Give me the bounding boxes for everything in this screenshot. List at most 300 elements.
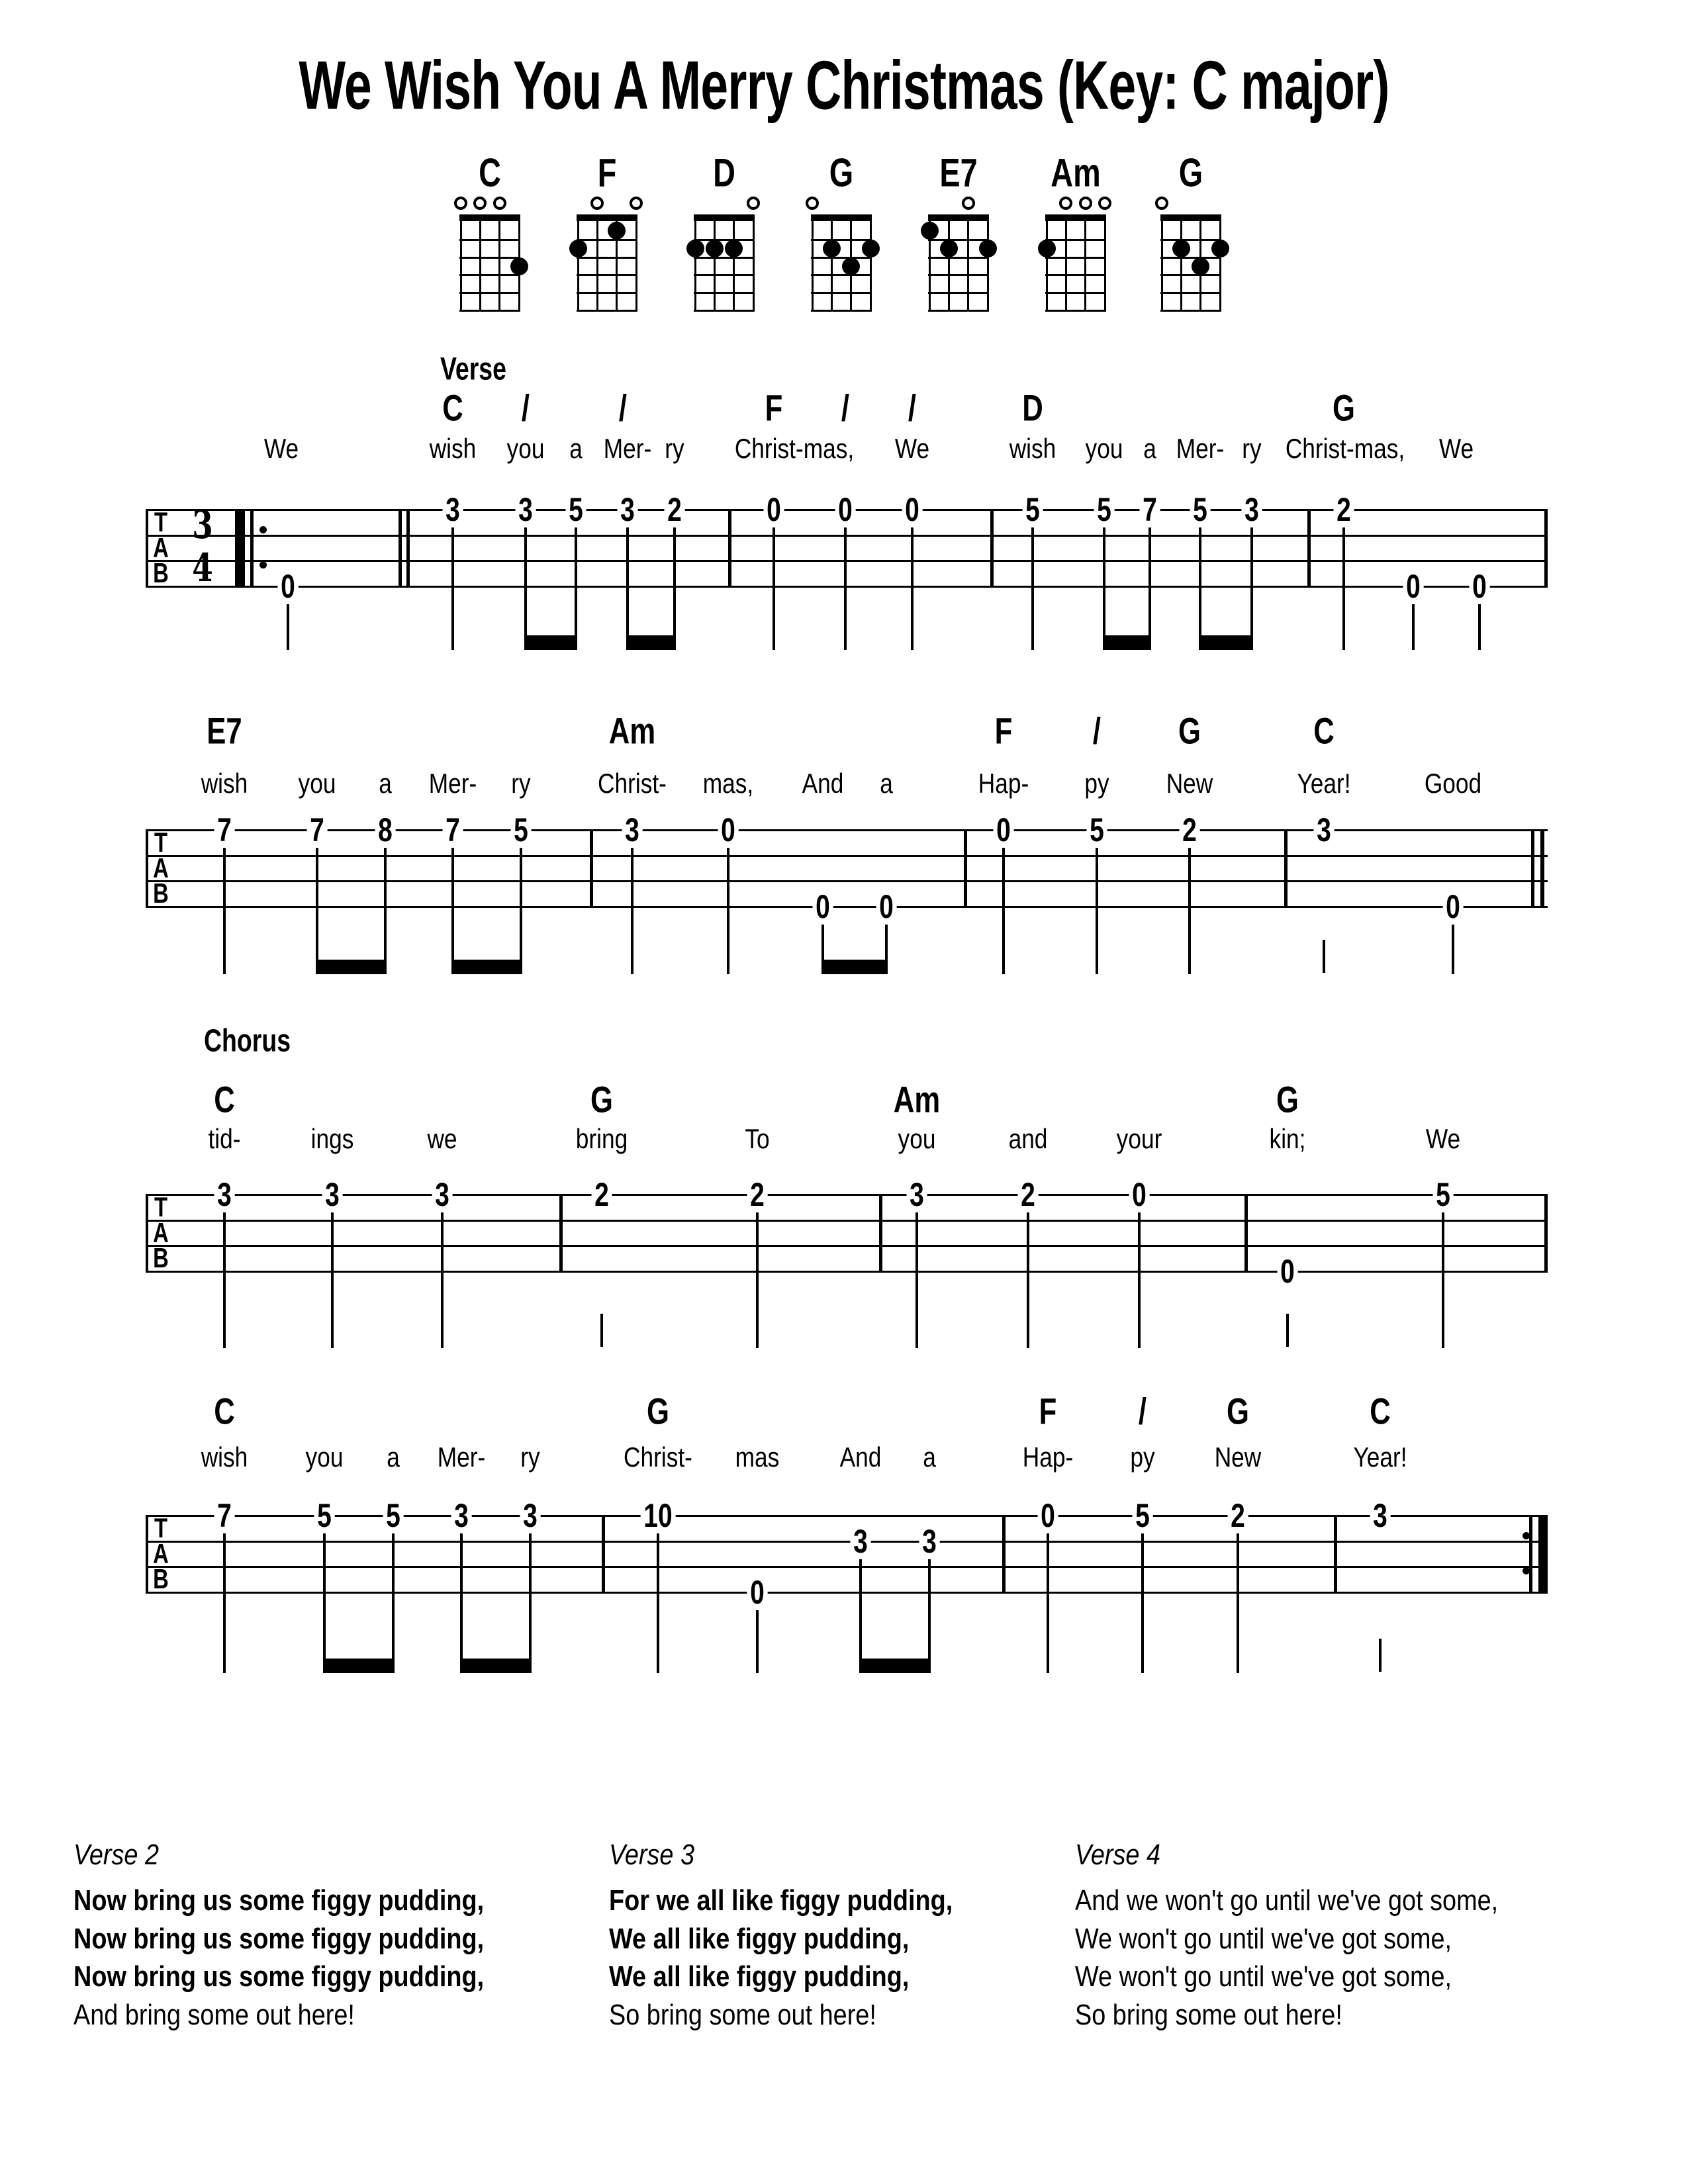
- note-stem: [1141, 1529, 1144, 1673]
- tab-fret-number: 3: [1370, 1498, 1390, 1533]
- finger-dot: [608, 222, 626, 240]
- barline: [990, 509, 994, 588]
- note-stem: [529, 1529, 532, 1673]
- string-line: [812, 221, 814, 312]
- fret-line: [928, 274, 989, 276]
- note-stem: [331, 1208, 334, 1348]
- finger-dot: [862, 240, 880, 257]
- staff-line: [146, 1194, 1548, 1196]
- string-line: [1046, 221, 1048, 312]
- chord-symbol: G: [1227, 1390, 1249, 1432]
- fret-line: [459, 257, 520, 259]
- fret-line: [1160, 292, 1221, 294]
- finger-dot: [510, 257, 528, 275]
- chord-symbol: C: [442, 387, 463, 429]
- string-line: [1180, 221, 1182, 312]
- string-line: [967, 221, 969, 312]
- finger-dot: [706, 240, 724, 257]
- finger-dot: [1211, 240, 1229, 257]
- lyric-syllable: Christ-mas,: [1285, 433, 1405, 464]
- note-stem: [727, 844, 729, 974]
- verse-lyric-line: And bring some out here!: [73, 1998, 355, 2031]
- note-stem: [384, 844, 387, 974]
- tab-fret-number: 7: [306, 812, 327, 848]
- string-line: [1084, 221, 1086, 312]
- open-string-marker: [962, 197, 975, 210]
- lyric-syllable: tid-: [208, 1123, 241, 1154]
- lyric-syllable: We: [1438, 433, 1474, 464]
- staff-line: [146, 880, 1548, 882]
- lyric-syllable: your: [1116, 1123, 1162, 1154]
- staff-line: [146, 1592, 1548, 1594]
- begin-repeat-thin-bar: [250, 509, 254, 588]
- tab-clef-letter: T: [154, 1191, 168, 1223]
- tab-fret-number: 5: [1432, 1177, 1453, 1212]
- lyric-syllable: we: [427, 1123, 457, 1154]
- lyric-syllable: Hap-: [1022, 1441, 1074, 1473]
- lyric-syllable: Christ-mas,: [734, 433, 855, 464]
- string-line: [1065, 221, 1067, 312]
- fret-line: [459, 292, 520, 294]
- fret-line: [459, 310, 520, 312]
- chord-symbol: G: [590, 1078, 613, 1120]
- note-stem: [1031, 523, 1034, 650]
- lyric-syllable: ings: [310, 1123, 354, 1154]
- note-stem: [451, 523, 454, 650]
- fret-line: [1160, 274, 1221, 276]
- fret-line: [1045, 310, 1106, 312]
- staff-line: [146, 829, 1548, 831]
- finger-dot: [1192, 257, 1209, 275]
- chord-diagram-nut: [577, 214, 637, 221]
- chord-diagram-name: F: [597, 150, 617, 195]
- tab-fret-number: 5: [1094, 492, 1114, 527]
- string-line: [831, 221, 833, 312]
- verse-lyric-line: We all like figgy pudding,: [609, 1922, 910, 1955]
- note-stem-half: [1286, 1314, 1289, 1347]
- lyric-syllable: Good: [1424, 768, 1482, 799]
- chord-symbol: C: [1313, 709, 1335, 752]
- tab-fret-number: 5: [565, 492, 586, 527]
- fret-line: [1160, 257, 1221, 259]
- string-line: [1161, 221, 1163, 312]
- tab-fret-number: 3: [1313, 812, 1334, 848]
- chord-diagram-nut: [1045, 214, 1106, 221]
- chord-symbol: C: [214, 1390, 235, 1432]
- tab-fret-number: 0: [902, 492, 922, 527]
- fret-line: [928, 292, 989, 294]
- note-stem: [441, 1208, 444, 1348]
- lyric-syllable: Mer-: [1176, 433, 1225, 464]
- tab-fret-number: 7: [442, 812, 463, 848]
- time-signature-numerator: 3: [192, 502, 213, 547]
- tab-fret-number: 3: [214, 1177, 234, 1212]
- finger-dot: [569, 240, 587, 257]
- note-stem: [928, 1555, 931, 1674]
- fret-line: [811, 310, 872, 312]
- note-stem: [1138, 1208, 1141, 1348]
- fret-line: [1045, 239, 1106, 241]
- note-stem: [1188, 844, 1191, 974]
- tab-fret-number: 3: [906, 1177, 927, 1212]
- note-stem: [1237, 1529, 1239, 1673]
- note-stem: [223, 1529, 226, 1673]
- chord-symbol: G: [1276, 1078, 1299, 1120]
- fret-line: [928, 239, 989, 241]
- note-stem: [1149, 523, 1151, 650]
- verse-lyric-line: We won't go until we've got some,: [1075, 1922, 1452, 1955]
- string-line: [460, 221, 462, 312]
- tab-fret-number: 7: [1139, 492, 1160, 527]
- note-stem: [1103, 523, 1105, 650]
- string-line: [498, 221, 500, 312]
- chord-diagram-name: C: [479, 150, 501, 195]
- fret-line: [577, 239, 637, 241]
- string-line: [1104, 221, 1106, 312]
- string-line: [694, 221, 696, 312]
- chord-symbol: G: [647, 1390, 669, 1432]
- staff-left-edge: [146, 1515, 148, 1594]
- tab-fret-number: 7: [214, 812, 234, 848]
- lyric-syllable: you: [305, 1441, 344, 1473]
- begin-repeat-thick-bar: [235, 509, 245, 588]
- lyric-syllable: bring: [575, 1123, 628, 1154]
- time-signature-denominator: 4: [192, 545, 213, 590]
- barline: [1334, 1515, 1337, 1594]
- barline: [406, 509, 410, 588]
- string-line: [753, 221, 755, 312]
- staff-line: [146, 560, 1548, 562]
- lyric-syllable: you: [298, 768, 336, 799]
- note-stem: [673, 523, 676, 650]
- eighth-note-beam: [323, 1659, 395, 1673]
- tab-clef-letter: T: [154, 1512, 168, 1544]
- lyric-syllable: And: [839, 1441, 882, 1473]
- lyric-syllable: Christ-: [598, 768, 667, 799]
- barline: [399, 509, 402, 588]
- note-stem: [1478, 600, 1481, 651]
- verse-lyric-line: So bring some out here!: [1075, 1998, 1342, 2031]
- note-stem: [223, 1208, 226, 1348]
- chord-diagram-name: Am: [1051, 150, 1101, 195]
- chord-diagram-name: G: [829, 150, 854, 195]
- eighth-note-beam: [1103, 635, 1151, 650]
- tab-fret-number: 0: [1129, 1177, 1149, 1212]
- chord-diagram-name: E7: [939, 150, 978, 195]
- fret-line: [1160, 310, 1221, 312]
- note-stem: [1250, 523, 1253, 650]
- open-string-marker: [806, 197, 819, 210]
- chord-diagram-nut: [811, 214, 872, 221]
- end-repeat-thick-bar: [1538, 1515, 1548, 1594]
- open-string-marker: [1098, 197, 1111, 210]
- tab-fret-number: 3: [622, 812, 642, 848]
- eighth-note-beam: [626, 635, 676, 650]
- end-barline: [1544, 1194, 1548, 1273]
- fret-line: [1045, 274, 1106, 276]
- tab-fret-number: 0: [747, 1574, 767, 1610]
- chord-symbol: Am: [608, 709, 656, 752]
- eighth-note-beam: [859, 1659, 931, 1673]
- tab-clef-letter: B: [153, 1563, 169, 1595]
- fret-line: [577, 257, 637, 259]
- tab-fret-number: 3: [432, 1177, 452, 1212]
- lyric-syllable: a: [880, 768, 893, 799]
- note-stem: [575, 523, 577, 650]
- chord-diagram-nut: [1160, 214, 1221, 221]
- string-line: [479, 221, 481, 312]
- fret-line: [694, 292, 755, 294]
- tab-fret-number: 5: [1190, 492, 1210, 527]
- open-string-marker: [747, 197, 760, 210]
- staff-left-edge: [146, 1194, 148, 1273]
- finger-dot: [940, 240, 958, 257]
- chord-slash: /: [908, 387, 917, 429]
- open-string-marker: [493, 197, 506, 210]
- string-line: [1219, 221, 1221, 312]
- tab-clef-letter: T: [154, 827, 168, 858]
- eighth-note-beam: [316, 960, 387, 974]
- note-stem: [392, 1529, 395, 1673]
- fret-line: [577, 292, 637, 294]
- lyric-syllable: you: [898, 1123, 936, 1154]
- barline: [590, 829, 593, 908]
- tab-fret-number: 2: [1179, 812, 1199, 848]
- finger-dot: [842, 257, 860, 275]
- note-stem: [223, 844, 226, 974]
- end-barline: [1540, 829, 1544, 908]
- eighth-note-beam: [460, 1659, 532, 1673]
- note-stem-half: [1379, 1639, 1382, 1672]
- tab-fret-number: 2: [591, 1177, 612, 1212]
- tab-fret-number: 5: [1086, 812, 1107, 848]
- tab-clef-letter: A: [153, 531, 169, 563]
- string-line: [870, 221, 872, 312]
- note-stem: [460, 1529, 463, 1673]
- lyric-syllable: Christ-: [624, 1441, 692, 1473]
- fret-line: [928, 257, 989, 259]
- lyric-syllable: kin;: [1269, 1123, 1306, 1154]
- staff-line: [146, 906, 1548, 908]
- tab-fret-number: 7: [214, 1498, 234, 1533]
- string-line: [596, 221, 598, 312]
- fret-line: [577, 310, 637, 312]
- lyric-syllable: a: [379, 768, 392, 799]
- staff-line: [146, 535, 1548, 537]
- fret-line: [1045, 257, 1106, 259]
- string-line: [733, 221, 735, 312]
- lyric-syllable: Year!: [1297, 768, 1351, 799]
- staff-line: [146, 1245, 1548, 1247]
- chord-symbol: G: [1178, 709, 1201, 752]
- note-stem-half: [1323, 940, 1325, 973]
- chord-diagram-nut: [459, 214, 520, 221]
- tab-fret-number: 5: [1022, 492, 1043, 527]
- tab-fret-number: 0: [1277, 1253, 1297, 1289]
- fret-line: [694, 310, 755, 312]
- open-string-marker: [1155, 197, 1168, 210]
- lyric-syllable: Year!: [1353, 1441, 1407, 1473]
- tab-clef-letter: A: [153, 852, 169, 884]
- staff-line: [146, 586, 1548, 588]
- song-title: We Wish You A Merry Christmas (Key: C major): [299, 47, 1389, 124]
- repeat-dot: [259, 526, 267, 533]
- tab-clef-letter: B: [153, 878, 169, 909]
- chord-slash: /: [841, 387, 850, 429]
- lyric-syllable: And: [802, 768, 844, 799]
- staff-line: [146, 1541, 1548, 1543]
- lyric-syllable: a: [923, 1441, 936, 1473]
- lyric-syllable: a: [569, 433, 583, 464]
- staff-line: [146, 1271, 1548, 1273]
- lyric-syllable: you: [1085, 433, 1123, 464]
- verse-lyric-line: So bring some out here!: [609, 1998, 876, 2031]
- note-stem: [1442, 1208, 1444, 1348]
- verse-block-heading: Verse 4: [1075, 1839, 1161, 1871]
- lyric-syllable: ry: [511, 768, 531, 799]
- barline: [964, 829, 967, 908]
- chord-diagram-name: G: [1178, 150, 1203, 195]
- chord-diagram-nut: [694, 214, 755, 221]
- fret-line: [811, 292, 872, 294]
- chord-symbol: Am: [893, 1078, 941, 1120]
- tab-fret-number: 8: [375, 812, 395, 848]
- fret-line: [694, 257, 755, 259]
- note-stem: [316, 844, 318, 974]
- tab-fret-number: 0: [876, 889, 896, 925]
- chord-symbol: E7: [207, 709, 242, 752]
- tab-clef-letter: B: [153, 557, 169, 589]
- staff-line: [146, 1220, 1548, 1222]
- open-string-marker: [454, 197, 467, 210]
- lyric-syllable: Mer-: [428, 768, 477, 799]
- open-string-marker: [590, 197, 604, 210]
- lyric-syllable: py: [1084, 768, 1109, 799]
- note-stem: [756, 1208, 759, 1348]
- lyric-syllable: and: [1008, 1123, 1048, 1154]
- lyric-syllable: ry: [1242, 433, 1262, 464]
- tab-fret-number: 5: [1132, 1498, 1152, 1533]
- note-stem-half: [600, 1314, 603, 1347]
- string-line: [948, 221, 950, 312]
- lyric-syllable: you: [506, 433, 545, 464]
- section-heading: Chorus: [204, 1023, 291, 1059]
- verse-lyric-line: We won't go until we've got some,: [1075, 1960, 1452, 1993]
- lyric-syllable: wish: [201, 768, 248, 799]
- verse-lyric-line: And we won't go until we've got some,: [1075, 1884, 1499, 1917]
- note-stem: [844, 523, 847, 650]
- tab-fret-number: 5: [314, 1498, 334, 1533]
- note-stem: [657, 1529, 659, 1673]
- note-stem: [626, 523, 629, 650]
- tab-fret-number: 3: [520, 1498, 540, 1533]
- tab-fret-number: 3: [322, 1177, 342, 1212]
- tab-fret-number: 5: [383, 1498, 403, 1533]
- lyric-syllable: a: [1143, 433, 1156, 464]
- tab-clef-letter: B: [153, 1242, 169, 1274]
- chord-symbol: F: [994, 709, 1013, 752]
- lyric-syllable: Mer-: [603, 433, 652, 464]
- verse-lyric-line: Now bring us some figgy pudding,: [73, 1922, 485, 1955]
- fret-line: [928, 310, 989, 312]
- fret-line: [694, 274, 755, 276]
- lyric-syllable: wish: [1009, 433, 1056, 464]
- lyric-syllable: To: [745, 1123, 770, 1154]
- lyric-syllable: mas: [735, 1441, 780, 1473]
- lyric-syllable: Hap-: [978, 768, 1029, 799]
- barline: [1244, 1194, 1248, 1273]
- lyric-syllable: New: [1214, 1441, 1262, 1473]
- fret-line: [694, 239, 755, 241]
- open-string-marker: [1079, 197, 1092, 210]
- note-stem: [1342, 523, 1345, 650]
- tab-fret-number: 3: [451, 1498, 471, 1533]
- fret-line: [811, 239, 872, 241]
- lyric-syllable: a: [387, 1441, 400, 1473]
- lyric-syllable: wish: [201, 1441, 248, 1473]
- eighth-note-beam: [451, 960, 522, 974]
- finger-dot: [823, 240, 841, 257]
- end-barline: [1544, 509, 1548, 588]
- end-repeat-thin-bar: [1529, 1515, 1532, 1594]
- note-stem: [451, 844, 454, 974]
- lyric-syllable: ry: [520, 1441, 540, 1473]
- note-stem: [756, 1606, 759, 1674]
- note-stem: [524, 523, 527, 650]
- string-line: [635, 221, 637, 312]
- chord-symbol: C: [214, 1078, 235, 1120]
- note-stem: [520, 844, 522, 974]
- barline: [1002, 1515, 1006, 1594]
- note-stem: [1412, 600, 1415, 651]
- chord-symbol: C: [1370, 1390, 1391, 1432]
- lyric-syllable: Mer-: [437, 1441, 486, 1473]
- open-string-marker: [473, 197, 487, 210]
- tab-fret-number: 0: [1442, 889, 1463, 925]
- finger-dot: [1038, 240, 1056, 257]
- tab-fret-number: 2: [664, 492, 684, 527]
- fret-line: [459, 274, 520, 276]
- lyric-syllable: New: [1166, 768, 1213, 799]
- verse-block-heading: Verse 3: [609, 1839, 695, 1871]
- open-string-marker: [1059, 197, 1072, 210]
- chord-symbol: G: [1333, 387, 1355, 429]
- chord-slash: /: [521, 387, 530, 429]
- tab-fret-number: 2: [1227, 1498, 1248, 1533]
- chord-symbol: D: [1022, 387, 1043, 429]
- chord-diagram-name: D: [713, 150, 735, 195]
- note-stem: [1002, 844, 1005, 974]
- verse-lyric-line: We all like figgy pudding,: [609, 1960, 910, 1993]
- tab-fret-number: 3: [919, 1524, 939, 1559]
- tab-fret-number: 3: [442, 492, 463, 527]
- barline: [1284, 829, 1288, 908]
- note-stem: [1199, 523, 1201, 650]
- tab-fret-number: 0: [835, 492, 855, 527]
- lyric-syllable: We: [894, 433, 930, 464]
- note-stem: [911, 523, 914, 650]
- fret-line: [459, 239, 520, 241]
- tab-fret-number: 2: [1333, 492, 1354, 527]
- barline: [728, 509, 731, 588]
- chord-slash: /: [618, 387, 628, 429]
- section-heading: Verse: [440, 351, 506, 387]
- tab-fret-number: 3: [515, 492, 536, 527]
- end-barline: [1531, 829, 1534, 908]
- fret-line: [1045, 292, 1106, 294]
- lyric-syllable: We: [263, 433, 299, 464]
- verse-lyric-line: Now bring us some figgy pudding,: [73, 1960, 485, 1993]
